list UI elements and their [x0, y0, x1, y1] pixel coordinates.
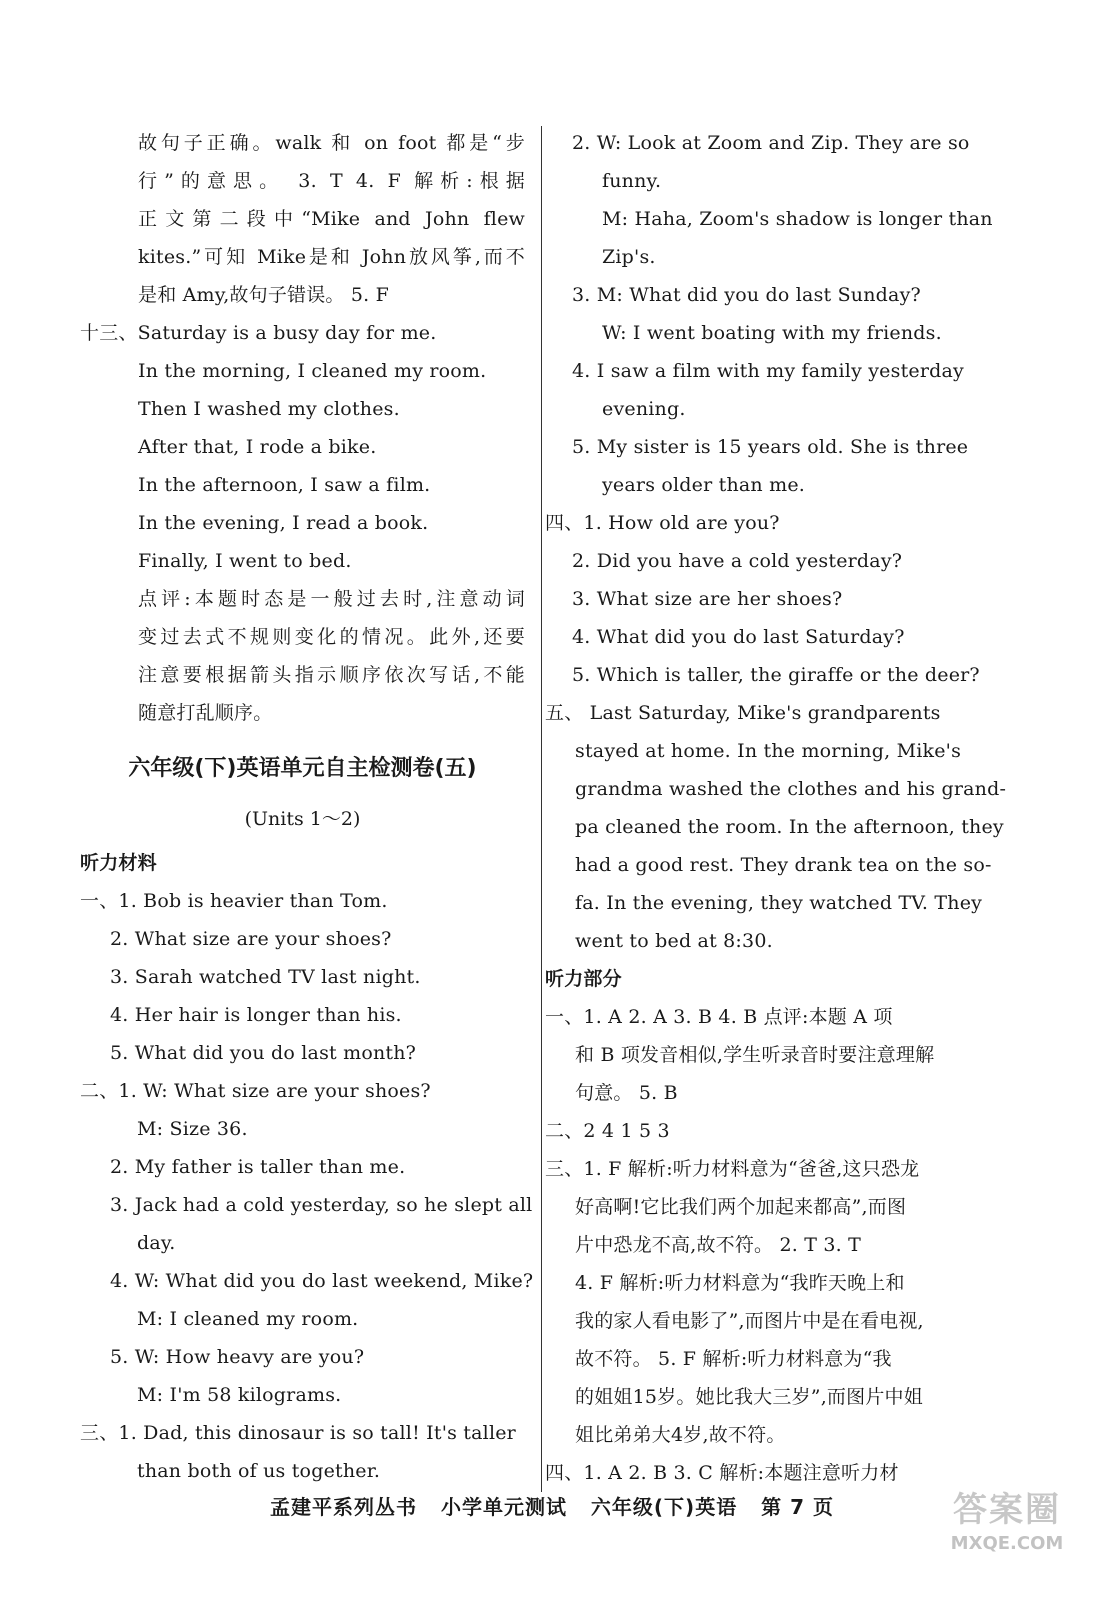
text-line: After that, I rode a bike.: [138, 436, 377, 458]
text-line: stayed at home. In the morning, Mike's: [575, 740, 962, 762]
test-title: 六年级(下)英语单元自主检测卷(五): [128, 756, 477, 781]
text-line: 好高啊!它比我们两个加起来都高”,而图: [575, 1196, 907, 1218]
text-line: 4. W: What did you do last weekend, Mike?: [110, 1270, 534, 1292]
text-line: 我的家人看电影了”,而图片中是在看电视,: [575, 1310, 924, 1332]
text-line: 5. What did you do last month?: [110, 1042, 417, 1064]
text-line: pa cleaned the room. In the afternoon, they: [575, 816, 1004, 838]
text-line: 句意。 5. B: [575, 1082, 678, 1104]
listening-material-lines: [80, 882, 534, 1490]
text-line: 一、1. A 2. A 3. B 4. B 点评:本题 A 项: [545, 1006, 893, 1028]
test-subtitle: (Units 1～2): [244, 808, 361, 830]
text-line: 一、1. Bob is heavier than Tom.: [80, 890, 388, 912]
text-line: 姐比弟弟大4岁,故不符。: [575, 1424, 786, 1446]
text-line: 三、1. Dad, this dinosaur is so tall! It's taller: [80, 1422, 516, 1444]
left-column: [80, 124, 534, 1490]
text-line: 3. What size are her shoes?: [572, 588, 843, 610]
listening-heading: 听力材料: [80, 852, 157, 874]
text-line: 和 B 项发音相似,学生听录音时要注意理解: [575, 1044, 935, 1066]
text-line: grandma washed the clothes and his grand-: [575, 778, 1007, 800]
text-line: 点评:本题时态是一般过去时,注意动词: [138, 588, 525, 610]
text-line: 片中恐龙不高,故不符。 2. T 3. T: [575, 1234, 861, 1256]
right-column: [545, 124, 1007, 1492]
text-line: 四、1. How old are you?: [545, 512, 780, 534]
text-line: In the afternoon, I saw a film.: [138, 474, 431, 496]
text-line: 3. M: What did you do last Sunday?: [572, 284, 921, 306]
watermark: [932, 1488, 1082, 1562]
text-line: 2. What size are your shoes?: [110, 928, 392, 950]
text-line: In the evening, I read a book.: [138, 512, 429, 534]
text-line: 4. Her hair is longer than his.: [110, 1004, 402, 1026]
text-line: 五、 Last Saturday, Mike's grandparents: [545, 702, 941, 724]
text-line: 十三、Saturday is a busy day for me.: [80, 322, 437, 344]
text-line: kites.”可知 Mike是和 John放风筝,而不: [138, 246, 525, 268]
text-line: 二、1. W: What size are your shoes?: [80, 1080, 431, 1102]
text-line: 的姐姐15岁。她比我大三岁”,而图片中姐: [575, 1386, 923, 1408]
text-line: W: I went boating with my friends.: [602, 322, 942, 344]
text-line: M: I cleaned my room.: [137, 1308, 359, 1330]
text-line: 2. W: Look at Zoom and Zip. They are so: [572, 132, 970, 154]
text-line: had a good rest. They drank tea on the so-: [575, 854, 992, 876]
text-line: 2. My father is taller than me.: [110, 1156, 406, 1178]
watermark-logo: 答案圈: [953, 1490, 1061, 1530]
text-line: day.: [137, 1232, 176, 1254]
text-line: evening.: [602, 398, 686, 420]
text-line: years older than me.: [602, 474, 805, 496]
text-line: than both of us together.: [137, 1460, 381, 1482]
text-line: 行”的意思。 3. T 4. F 解析:根据: [138, 170, 525, 192]
left-answer-lines: [80, 124, 525, 732]
text-line: 故句子正确。walk 和 on foot 都是“步: [138, 132, 525, 154]
text-line: Finally, I went to bed.: [138, 550, 352, 572]
footer-grade: 六年级(下)英语: [590, 1495, 738, 1519]
text-line: 5. My sister is 15 years old. She is three: [572, 436, 969, 458]
text-line: 听力部分: [545, 968, 622, 990]
text-line: 5. Which is taller, the giraffe or the deer?: [572, 664, 980, 686]
text-line: 5. W: How heavy are you?: [110, 1346, 365, 1368]
text-line: 变过去式不规则变化的情况。此外,还要: [138, 626, 525, 648]
text-line: M: Size 36.: [137, 1118, 248, 1140]
text-line: 二、2 4 1 5 3: [545, 1120, 670, 1142]
column-divider: [541, 126, 542, 1492]
text-line: 是和 Amy,故句子错误。 5. F: [138, 284, 390, 306]
text-line: 注意要根据箭头指示顺序依次写话,不能: [138, 664, 525, 686]
text-line: 正文第二段中“Mike and John flew: [138, 208, 525, 230]
text-line: Then I washed my clothes.: [138, 398, 400, 420]
text-line: 3. Jack had a cold yesterday, so he slept all: [110, 1194, 533, 1216]
text-line: In the morning, I cleaned my room.: [138, 360, 487, 382]
text-line: 2. Did you have a cold yesterday?: [572, 550, 903, 572]
right-answer-lines: [545, 124, 1007, 1492]
text-line: fa. In the evening, they watched TV. They: [575, 892, 983, 914]
text-line: 4. What did you do last Saturday?: [572, 626, 905, 648]
text-line: Zip's.: [602, 246, 656, 268]
text-line: 四、1. A 2. B 3. C 解析:本题注意听力材: [545, 1462, 899, 1484]
text-line: M: Haha, Zoom's shadow is longer than: [602, 208, 993, 230]
text-line: 故不符。 5. F 解析:听力材料意为“我: [575, 1348, 892, 1370]
text-line: funny.: [602, 170, 662, 192]
text-line: M: I'm 58 kilograms.: [137, 1384, 342, 1406]
text-line: 随意打乱顺序。: [138, 702, 273, 724]
text-line: 3. Sarah watched TV last night.: [110, 966, 421, 988]
footer-book: 小学单元测试: [440, 1495, 567, 1519]
text-line: 4. I saw a film with my family yesterday: [572, 360, 964, 382]
footer-page-number: 第 7 页: [761, 1495, 835, 1519]
footer-series: 孟建平系列丛书: [269, 1495, 417, 1519]
watermark-url: MXQE.COM: [950, 1533, 1064, 1554]
text-line: 4. F 解析:听力材料意为“我昨天晚上和: [575, 1272, 905, 1294]
text-line: 三、1. F 解析:听力材料意为“爸爸,这只恐龙: [545, 1158, 920, 1180]
text-line: went to bed at 8:30.: [575, 930, 773, 952]
